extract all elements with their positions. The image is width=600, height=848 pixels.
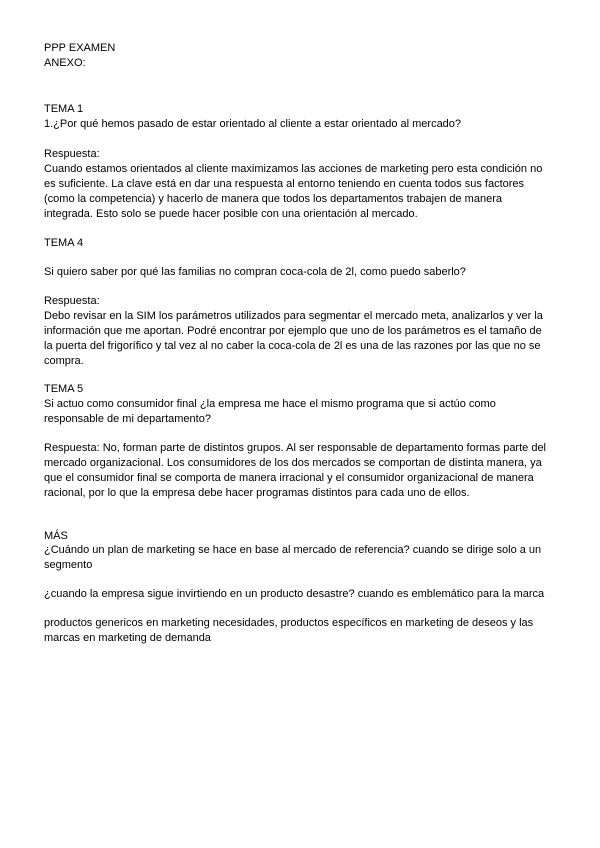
tema5-answer-line: que el consumidor final se comporta de manera irracional y el consumidor organizacional de manera <box>44 472 534 484</box>
mas-question-line: ¿Cuándo un plan de marketing se hace en base al mercado de referencia? cuando se dirige solo a un <box>44 544 542 556</box>
tema5-answer-line: Respuesta: No, forman parte de distintos grupos. Al ser responsable de departamento formas parte del <box>44 442 547 454</box>
tema1-answer-line: integrada. Esto solo se puede hacer posible con una orientación al mercado. <box>44 208 418 220</box>
tema5-answer-line: mercado organizacional. Los consumidores de los dos mercados se comportan de distinta manera, ya <box>44 457 542 469</box>
mas-question-2: ¿cuando la empresa sigue invirtiendo en un producto desastre? cuando es emblemático para la marca <box>44 588 545 600</box>
tema5-answer-line: racional, por lo que la empresa debe hacer programas distintos para cada uno de ellos. <box>44 487 470 499</box>
tema4-question: Si quiero saber por qué las familias no compran coca-cola de 2l, como puedo saberlo? <box>44 266 466 278</box>
annex-label: ANEXO: <box>44 57 86 69</box>
tema5-question-line: responsable de mi departamento? <box>44 413 211 425</box>
tema4-answer-line: la puerta del frigorífico y tal vez al no caber la coca-cola de 2l es una de las razones por las que no se <box>44 340 541 352</box>
mas-note-line: productos genericos en marketing necesidades, productos específicos en marketing de deseos y las <box>44 617 534 629</box>
tema1-answer-line: Cuando estamos orientados al cliente maximizamos las acciones de marketing pero esta condición no <box>44 163 543 175</box>
mas-heading: MÁS <box>44 530 68 542</box>
mas-question-line: segmento <box>44 559 93 571</box>
tema1-answer-line: (como la competencia) y hacerlo de manera que todos los departamentos trabajen de manera <box>44 193 502 205</box>
tema5-heading: TEMA 5 <box>44 383 84 395</box>
tema5-question-line: Si actuo como consumidor final ¿la empresa me hace el mismo programa que si actúo como <box>44 398 496 410</box>
tema4-answer-line: información que me aportan. Podré encontrar por ejemplo que uno de los parámetros es el tamaño de <box>44 325 542 337</box>
tema1-question: 1.¿Por qué hemos pasado de estar orientado al cliente a estar orientado al mercado? <box>44 118 462 130</box>
tema1-answer-label: Respuesta: <box>44 148 100 160</box>
tema4-answer-label: Respuesta: <box>44 295 100 307</box>
tema1-answer-line: es suficiente. La clave está en dar una respuesta al entorno teniendo en cuenta todos sus factores <box>44 178 525 190</box>
tema4-answer-line: compra. <box>44 355 84 367</box>
tema1-heading: TEMA 1 <box>44 103 84 115</box>
document-title: PPP EXAMEN <box>44 42 116 54</box>
tema4-heading: TEMA 4 <box>44 237 84 249</box>
mas-note-line: marcas en marketing de demanda <box>44 632 211 644</box>
tema4-answer-line: Debo revisar en la SIM los parámetros utilizados para segmentar el mercado meta, analizarlos y ver la <box>44 310 543 322</box>
